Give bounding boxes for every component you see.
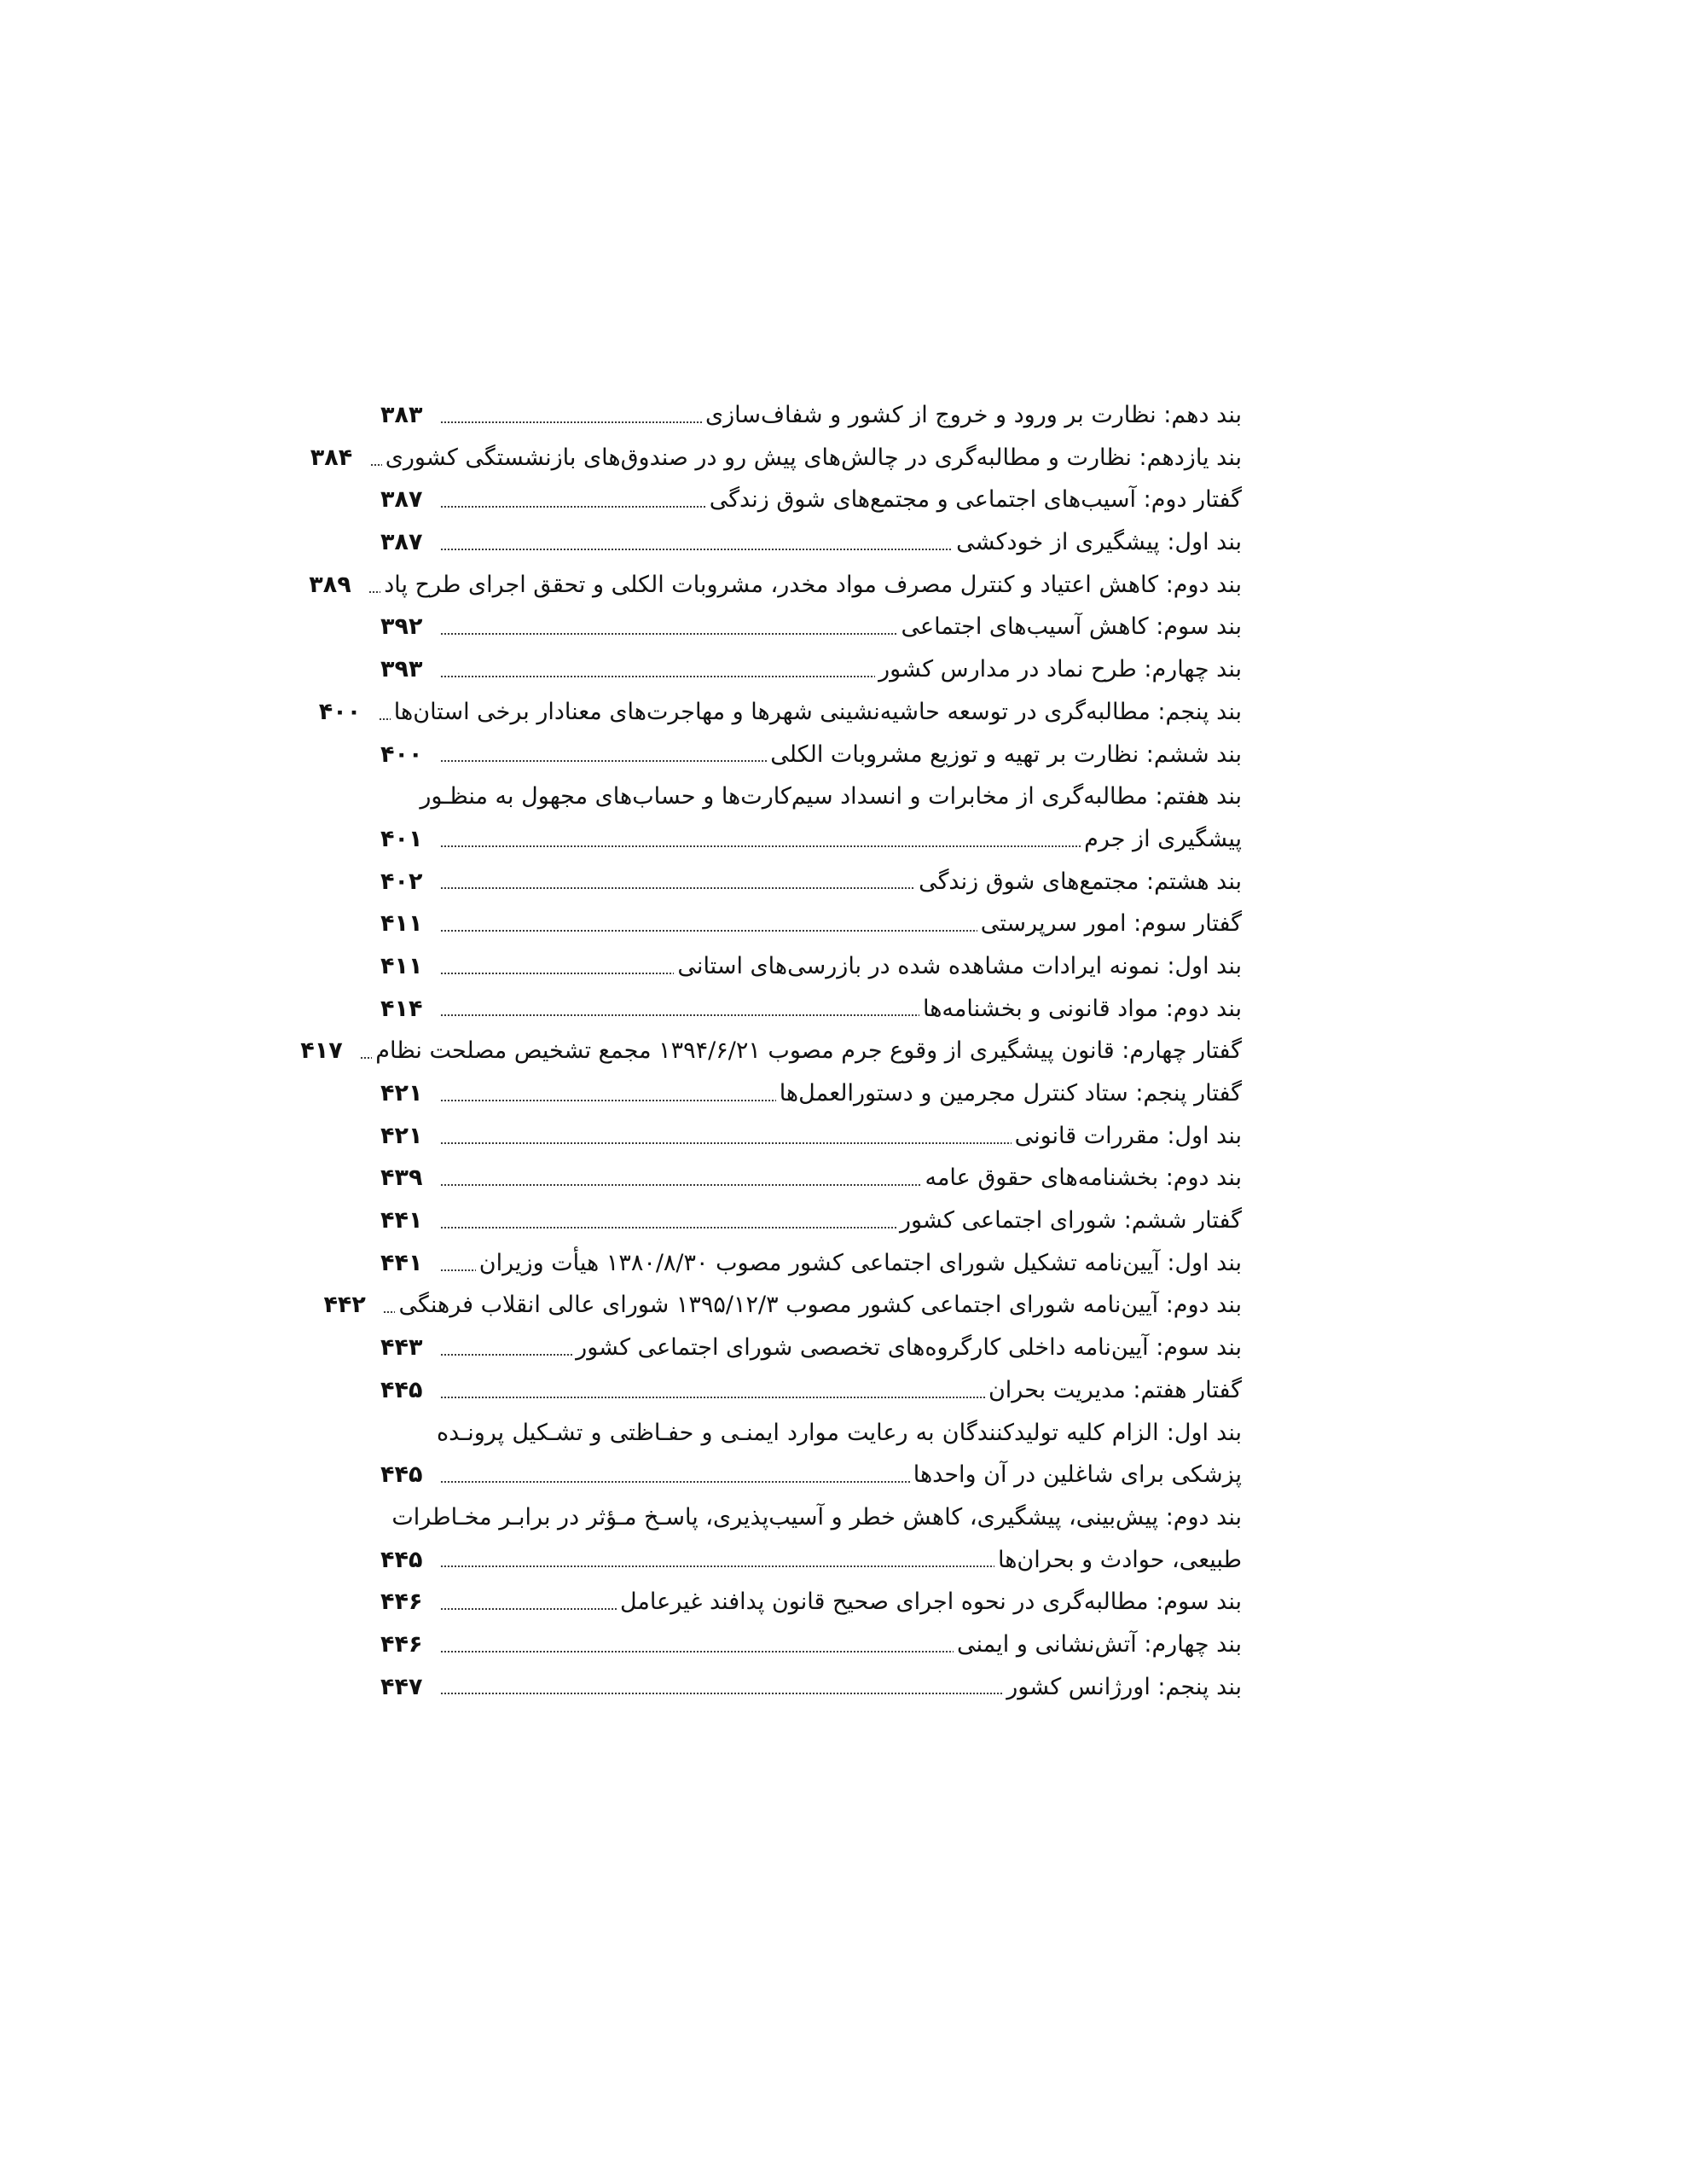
dot-leader xyxy=(440,760,767,762)
dot-leader xyxy=(440,1651,954,1653)
dot-leader xyxy=(440,1608,617,1610)
toc-entry xyxy=(380,734,1242,776)
dot-leader xyxy=(440,549,953,550)
toc-entry-title: بند دهم: نظارت بر ورود و خروج از کشور و شفاف‌سازی xyxy=(704,402,1242,428)
toc-entry xyxy=(309,564,1242,607)
toc-entry xyxy=(380,1666,1242,1709)
toc-entry-title: گفتار ششم: شورای اجتماعی کشور xyxy=(900,1207,1242,1234)
toc-page-number: ۴۰۱ xyxy=(380,825,423,852)
toc-entry xyxy=(380,1369,1242,1412)
dot-leader xyxy=(440,887,915,889)
toc-entry xyxy=(380,988,1242,1031)
toc-entry xyxy=(380,1242,1242,1285)
toc-page-number: ۴۱۴ xyxy=(380,995,423,1022)
toc-entry xyxy=(380,1327,1242,1369)
toc-page-number: ۴۴۶ xyxy=(380,1589,423,1616)
toc-entry-title: بند دوم: کاهش اعتیاد و کنترل مصرف مواد مخدر، مشروبات الکلی و تحقق اجرای طرح پاد xyxy=(384,571,1242,598)
toc-entry-title: پزشکی برای شاغلین در آن واحدها xyxy=(913,1461,1242,1489)
toc-entry xyxy=(380,479,1242,521)
toc-entry-title: گفتار هفتم: مدیریت بحران xyxy=(988,1376,1242,1403)
toc-page-number: ۳۹۲ xyxy=(380,613,423,641)
toc-entry xyxy=(380,606,1242,648)
toc-entry-title: بند دوم: آیین‌نامه شورای اجتماعی کشور مصوب ۱۳۹۵/۱۲/۳ شورای عالی انقلاب فرهنگی xyxy=(398,1292,1242,1319)
dot-leader xyxy=(370,464,382,466)
toc-entry-line: بند دوم: پیش‌بینی، پیشگیری، کاهش خطر و آسیب‌پذیری، پاسـخ مـؤثر در برابـر مخـاطرات xyxy=(391,1503,1242,1531)
toc-page-number: ۳۸۹ xyxy=(309,571,351,598)
toc-entry-title: گفتار دوم: آسیب‌های اجتماعی و مجتمع‌های شوق زندگی xyxy=(709,486,1242,514)
dot-leader xyxy=(379,718,391,720)
toc-entry xyxy=(380,1072,1242,1115)
toc-entry-title: بند پنجم: اورژانس کشور xyxy=(1006,1673,1242,1700)
toc-entry-line: بند اول: الزام کلیه تولیدکنندگان به رعایت موارد ایمنـی و حفـاظتی و تشـکیل پرونـده xyxy=(437,1419,1242,1446)
toc-entry-title: گفتار سوم: امور سرپرستی xyxy=(980,910,1242,938)
toc-entry xyxy=(380,861,1242,903)
toc-page-number: ۳۹۳ xyxy=(380,656,423,683)
toc-page-number: ۴۱۷ xyxy=(300,1037,343,1065)
toc-entry xyxy=(380,648,1242,691)
toc-entry-title: بند پنجم: مطالبه‌گری در توسعه حاشیه‌نشینی شهرها و مهاجرت‌های معنادار برخی استان‌ها xyxy=(393,698,1242,725)
dot-leader xyxy=(440,1100,776,1101)
toc-entry xyxy=(380,394,1242,437)
dot-leader xyxy=(440,930,977,932)
dot-leader xyxy=(440,633,898,635)
dot-leader xyxy=(383,1311,395,1313)
dot-leader xyxy=(440,845,1081,847)
toc-entry-title: طبیعی، حوادث و بحران‌ها xyxy=(997,1546,1242,1573)
toc-entry-title: بند اول: نمونه ایرادات مشاهده شده در بازرسی‌های استانی xyxy=(677,952,1242,979)
toc-entry-line: بند هفتم: مطالبه‌گری از مخابرات و انسداد سیم‌کارت‌ها و حساب‌های مجهول به منظـور xyxy=(420,783,1242,810)
toc-page-number: ۴۴۱ xyxy=(380,1249,423,1276)
dot-leader xyxy=(440,1397,985,1398)
toc-page-number: ۴۳۹ xyxy=(380,1165,423,1192)
dot-leader xyxy=(440,506,706,508)
toc-page-number: ۴۴۵ xyxy=(380,1546,423,1573)
toc-entry xyxy=(380,1115,1242,1158)
toc-entry-title: گفتار چهارم: قانون پیشگیری از وقوع جرم مصوب ۱۳۹۴/۶/۲۱ مجمع تشخیص مصلحت نظام xyxy=(375,1037,1242,1065)
toc-entry xyxy=(318,691,1242,734)
dot-leader xyxy=(440,1142,1012,1144)
toc-page-number: ۴۴۲ xyxy=(323,1292,366,1319)
toc-entry-title: بند چهارم: آتش‌نشانی و ایمنی xyxy=(957,1630,1242,1658)
toc-page-number: ۴۴۵ xyxy=(380,1376,423,1403)
toc-page-number: ۴۰۲ xyxy=(380,868,423,895)
toc-entry-title: بند اول: پیشگیری از خودکشی xyxy=(956,529,1242,556)
dot-leader xyxy=(440,1354,572,1356)
toc-page-number: ۴۴۱ xyxy=(380,1207,423,1234)
toc-entry xyxy=(380,521,1242,564)
toc-entry-title: بند ششم: نظارت بر تهیه و توزیع مشروبات الکلی xyxy=(770,741,1242,768)
toc-entry xyxy=(380,1199,1242,1242)
toc-page-number: ۴۰۰ xyxy=(318,698,362,725)
toc-entry-title: بند یازدهم: نظارت و مطالبه‌گری در چالش‌های پیش رو در صندوق‌های بازنشستگی کشوری xyxy=(385,444,1242,471)
toc-entry xyxy=(310,437,1242,479)
dot-leader xyxy=(440,1269,476,1271)
toc-page-number: ۴۱۱ xyxy=(380,910,423,938)
dot-leader xyxy=(440,973,674,974)
dot-leader xyxy=(440,1565,994,1567)
toc-entry-title: بند هشتم: مجتمع‌های شوق زندگی xyxy=(919,868,1242,895)
toc-entry-title: پیشگیری از جرم xyxy=(1084,825,1242,852)
dot-leader xyxy=(440,1227,896,1228)
toc-entry xyxy=(380,1454,1242,1496)
dot-leader xyxy=(440,1014,919,1016)
toc-entry xyxy=(380,1539,1242,1582)
toc-entry-title: گفتار پنجم: ستاد کنترل مجرمین و دستورالعمل‌ها xyxy=(779,1080,1242,1107)
dot-leader xyxy=(360,1057,372,1059)
toc-page-number: ۳۸۴ xyxy=(310,444,353,471)
toc-page-number: ۴۴۷ xyxy=(380,1673,423,1700)
toc-page-number: ۴۴۳ xyxy=(380,1334,423,1362)
dot-leader xyxy=(368,591,380,593)
dot-leader xyxy=(440,1693,1003,1694)
toc-page-number: ۳۸۷ xyxy=(380,486,423,514)
toc-page-number: ۳۸۳ xyxy=(380,402,423,428)
toc-entry-title: بند دوم: مواد قانونی و بخشنامه‌ها xyxy=(922,995,1242,1022)
toc-entry xyxy=(323,1284,1242,1327)
toc-page-number: ۳۸۷ xyxy=(380,529,423,556)
toc-entry xyxy=(380,818,1242,861)
dot-leader xyxy=(440,421,702,423)
toc-entry-title: بند چهارم: طرح نماد در مدارس کشور xyxy=(878,656,1242,683)
toc-entry-title: بند سوم: مطالبه‌گری در نحوه اجرای صحیح قانون پدافند غیرعامل xyxy=(619,1589,1242,1616)
toc-entry-title: بند سوم: آیین‌نامه داخلی کارگروه‌های تخصصی شورای اجتماعی کشور xyxy=(576,1334,1242,1362)
toc-page-number: ۴۱۱ xyxy=(380,952,423,979)
toc-entry xyxy=(380,903,1242,945)
toc-page-number: ۴۴۶ xyxy=(380,1630,423,1658)
toc-entry xyxy=(300,1030,1242,1072)
toc-page-number: ۴۴۵ xyxy=(380,1461,423,1489)
toc-page-number: ۴۲۱ xyxy=(380,1122,423,1149)
toc-entry xyxy=(380,1157,1242,1199)
toc-entry-title: بند دوم: بخشنامه‌های حقوق عامه xyxy=(925,1165,1242,1192)
dot-leader xyxy=(440,1184,921,1186)
table-of-contents xyxy=(300,394,1242,1708)
toc-entry xyxy=(380,945,1242,988)
toc-entry-title: بند اول: مقررات قانونی xyxy=(1014,1122,1242,1149)
toc-entry-title: بند اول: آیین‌نامه تشکیل شورای اجتماعی کشور مصوب ۱۳۸۰/۸/۳۰ هیأت وزیران xyxy=(478,1249,1242,1276)
toc-entry-title: بند سوم: کاهش آسیب‌های اجتماعی xyxy=(901,613,1242,641)
toc-entry xyxy=(380,1581,1242,1623)
toc-page-number: ۴۰۰ xyxy=(380,741,423,768)
toc-page-number: ۴۲۱ xyxy=(380,1080,423,1107)
dot-leader xyxy=(440,676,875,677)
toc-entry xyxy=(380,1623,1242,1666)
dot-leader xyxy=(440,1481,910,1483)
